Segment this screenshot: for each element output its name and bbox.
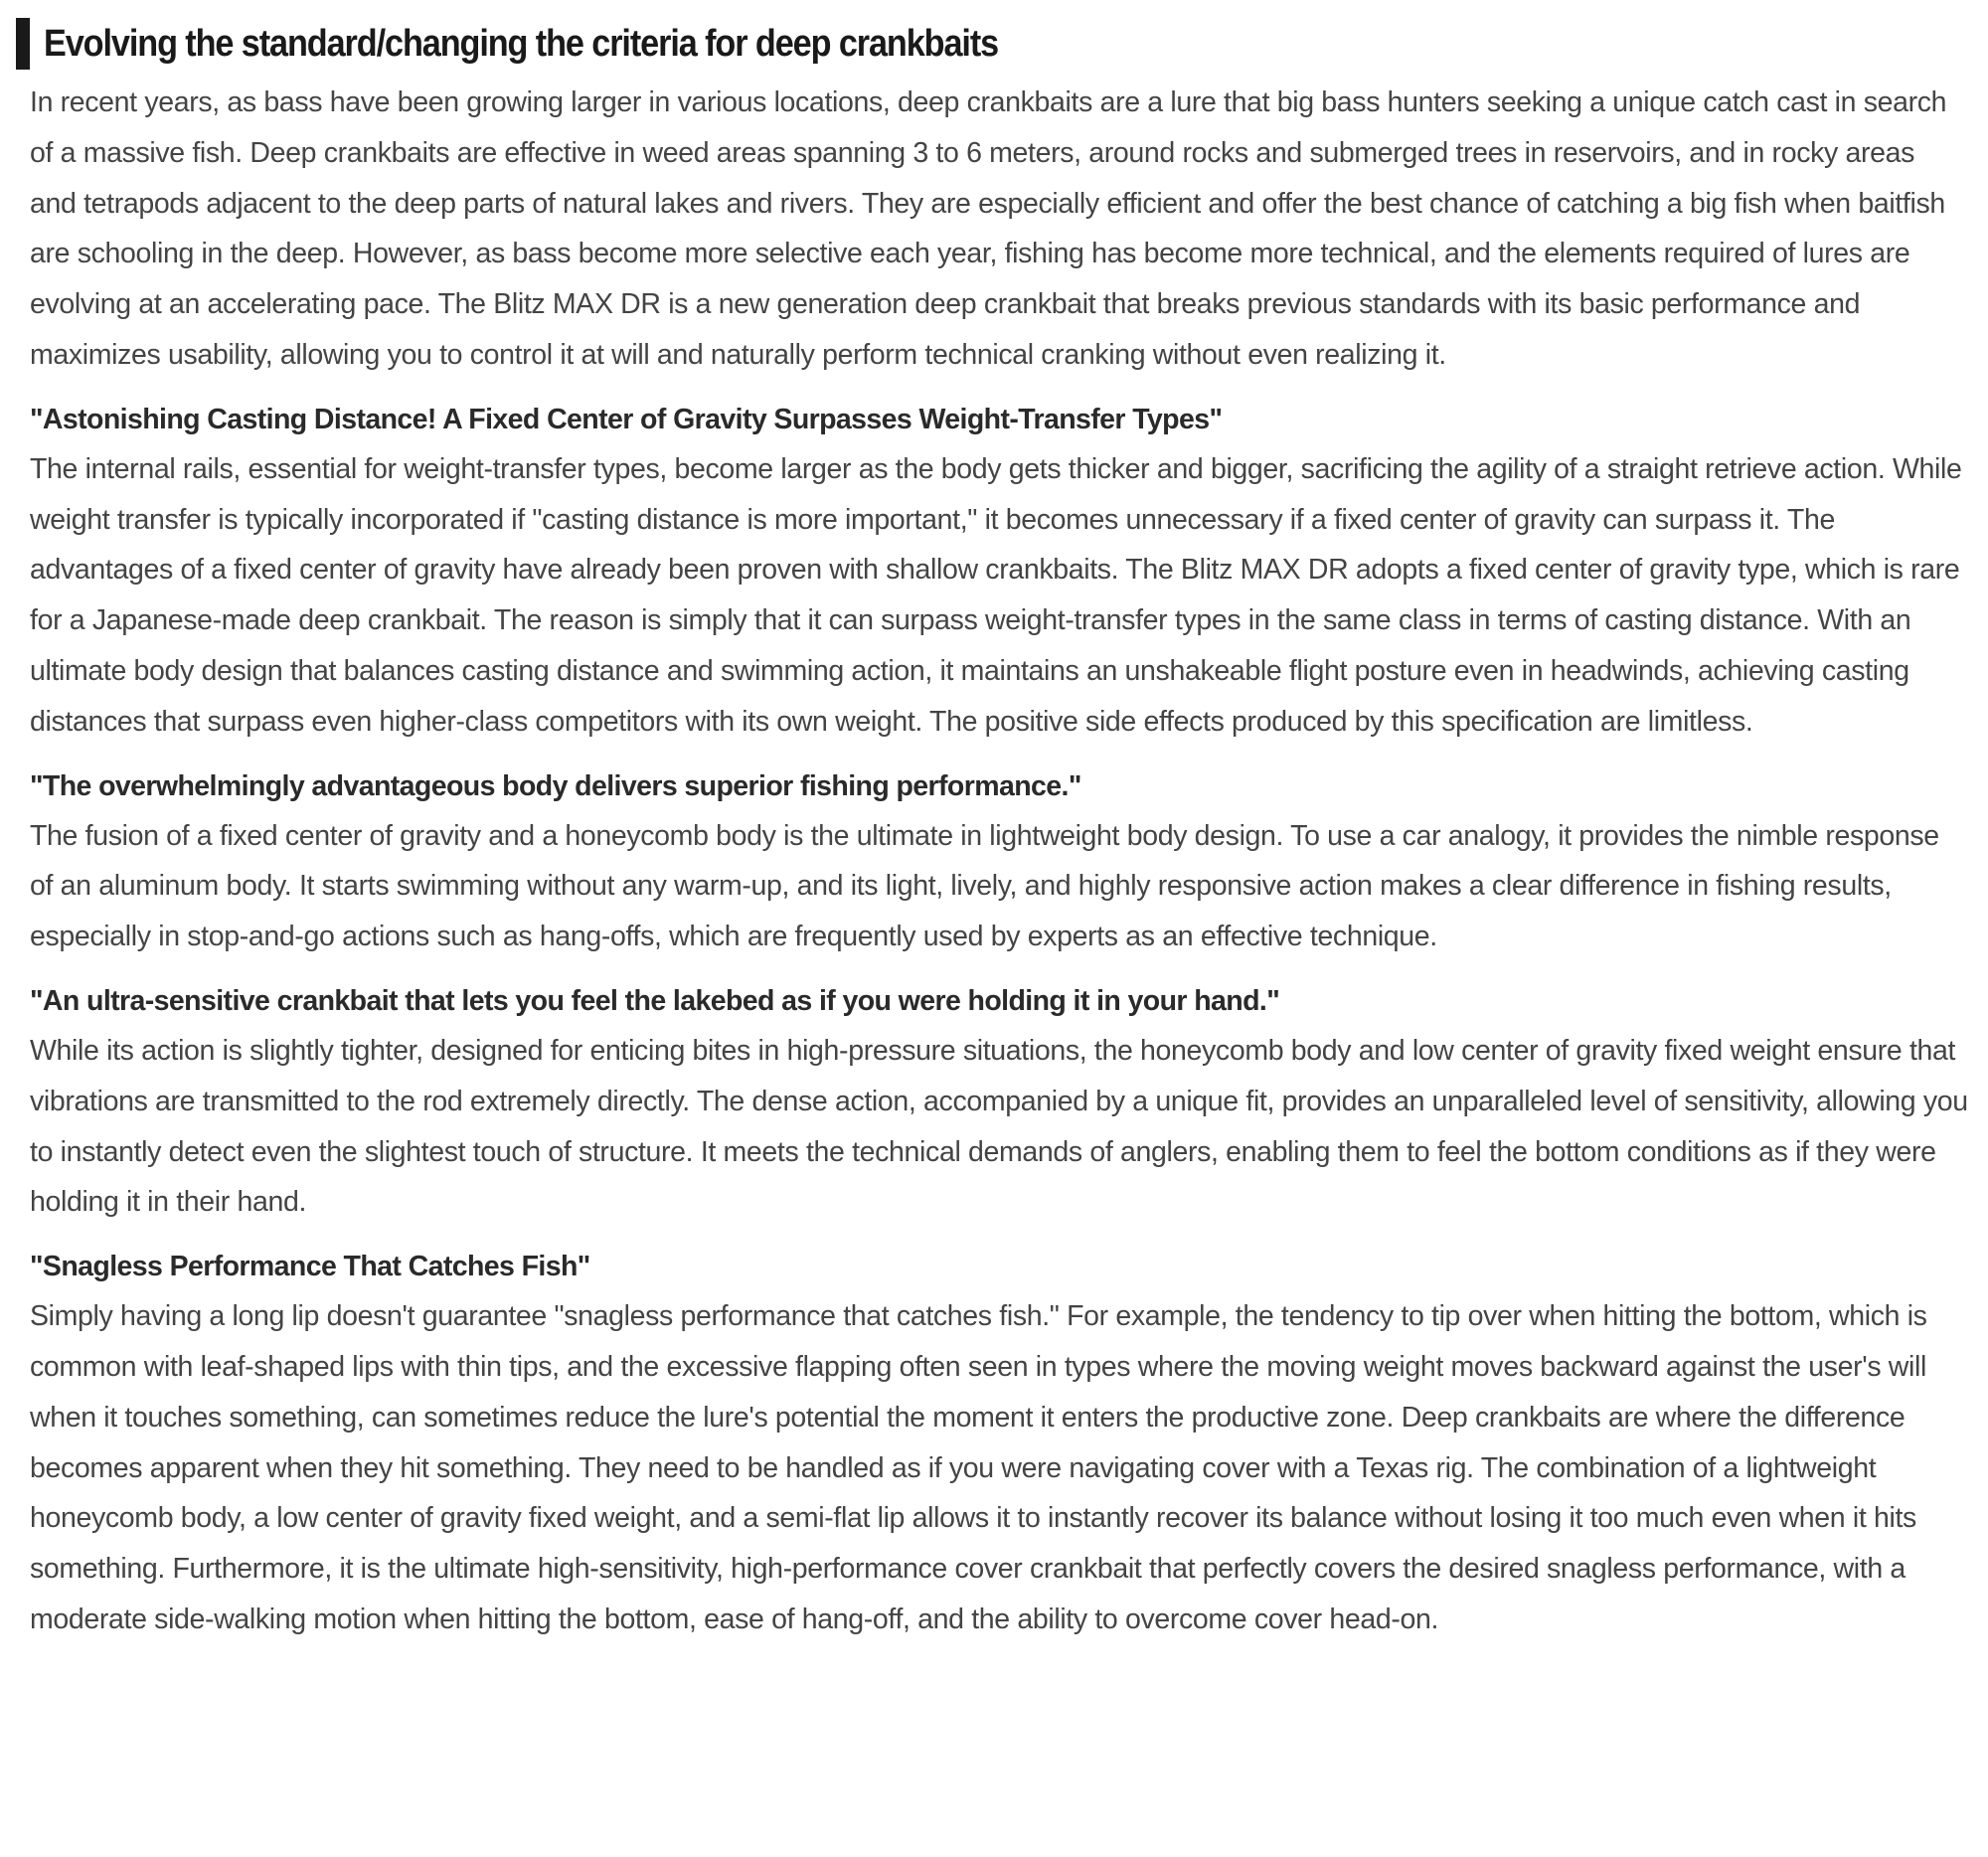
paragraph-snagless: Simply having a long lip doesn't guarantee "snagless performance that catches fish." For example, the tendency to tip over when hitting the bottom, which is common with leaf-shaped lips with thin tips, and the excessive flapping often seen in types where the moving weight moves backward against the user's will when it touches something, can sometimes reduce the lure's potential the moment it enters the productive zone. Deep crankbaits are where the difference becomes apparent when they hit something. They need to be handled as if you were navigating cover with a Texas rig. The combination of a lightweight honeycomb body, a low center of gravity fixed weight, and a semi-flat lip allows it to instantly recover its balance without losing it too much even when it hits something. Furthermore, it is the ultimate high-sensitivity, high-performance cover crankbait that perfectly covers the desired snagless performance, with a moderate side-walking motion when hitting the bottom, ease of hang-off, and the ability to overcome cover head-on. bbox=[30, 1300, 1927, 1635]
subheading-casting-distance: "Astonishing Casting Distance! A Fixed Center of Gravity Surpasses Weight-Transfer Types" bbox=[30, 403, 1223, 435]
heading-title: Evolving the standard/changing the criteria for deep crankbaits bbox=[44, 22, 999, 65]
paragraph-advantageous-body: The fusion of a fixed center of gravity and a honeycomb body is the ultimate in lightweight body design. To use a car analogy, it provides the nimble response of an aluminum body. It starts swimming without any warm-up, and its light, lively, and highly responsive action makes a clear difference in fishing results, especially in stop-and-go actions such as hang-offs, which are frequently used by experts as an effective technique. bbox=[30, 819, 1939, 953]
paragraph-ultra-sensitive: While its action is slightly tighter, designed for enticing bites in high-pressure situations, the honeycomb body and low center of gravity fixed weight ensure that vibrations are transmitted to the rod extremely directly. The dense action, accompanied by a unique fit, provides an unparalleled level of sensitivity, allowing you to instantly detect even the slightest touch of structure. It meets the technical demands of anglers, enabling them to feel the bottom conditions as if they were holding it in their hand. bbox=[30, 1034, 1968, 1219]
intro-paragraph: In recent years, as bass have been growing larger in various locations, deep crankbaits are a lure that big bass hunters seeking a unique catch cast in search of a massive fish. Deep crankbaits are effective in weed areas spanning 3 to 6 meters, around rocks and submerged trees in reservoirs, and in rocky areas and tetrapods adjacent to the deep parts of natural lakes and rivers. They are especially efficient and offer the best chance of catching a big fish when baitfish are schooling in the deep. However, as bass become more selective each year, fishing has become more technical, and the elements required of lures are evolving at an accelerating pace. The Blitz MAX DR is a new generation deep crankbait that breaks previous standards with its basic performance and maximizes usability, allowing you to control it at will and naturally perform technical cranking without even realizing it. bbox=[30, 86, 1947, 371]
subheading-advantageous-body: "The overwhelmingly advantageous body delivers superior fishing performance." bbox=[30, 769, 1081, 802]
section-heading bbox=[16, 18, 1988, 70]
heading-accent-bar bbox=[16, 18, 30, 70]
subheading-ultra-sensitive: "An ultra-sensitive crankbait that lets you feel the lakebed as if you were holding it in your hand." bbox=[30, 984, 1280, 1017]
paragraph-casting-distance: The internal rails, essential for weight-transfer types, become larger as the body gets thicker and bigger, sacrificing the agility of a straight retrieve action. While weight transfer is typically incorporated if "casting distance is more important," it becomes unnecessary if a fixed center of gravity can surpass it. The advantages of a fixed center of gravity have already been proven with shallow crankbaits. The Blitz MAX DR adopts a fixed center of gravity type, which is rare for a Japanese-made deep crankbait. The reason is simply that it can surpass weight-transfer types in the same class in terms of casting distance. With an ultimate body design that balances casting distance and swimming action, it maintains an unshakeable flight posture even in headwinds, achieving casting distances that surpass even higher-class competitors with its own weight. The positive side effects produced by this specification are limitless. bbox=[30, 452, 1962, 738]
subheading-snagless: "Snagless Performance That Catches Fish" bbox=[30, 1251, 590, 1283]
